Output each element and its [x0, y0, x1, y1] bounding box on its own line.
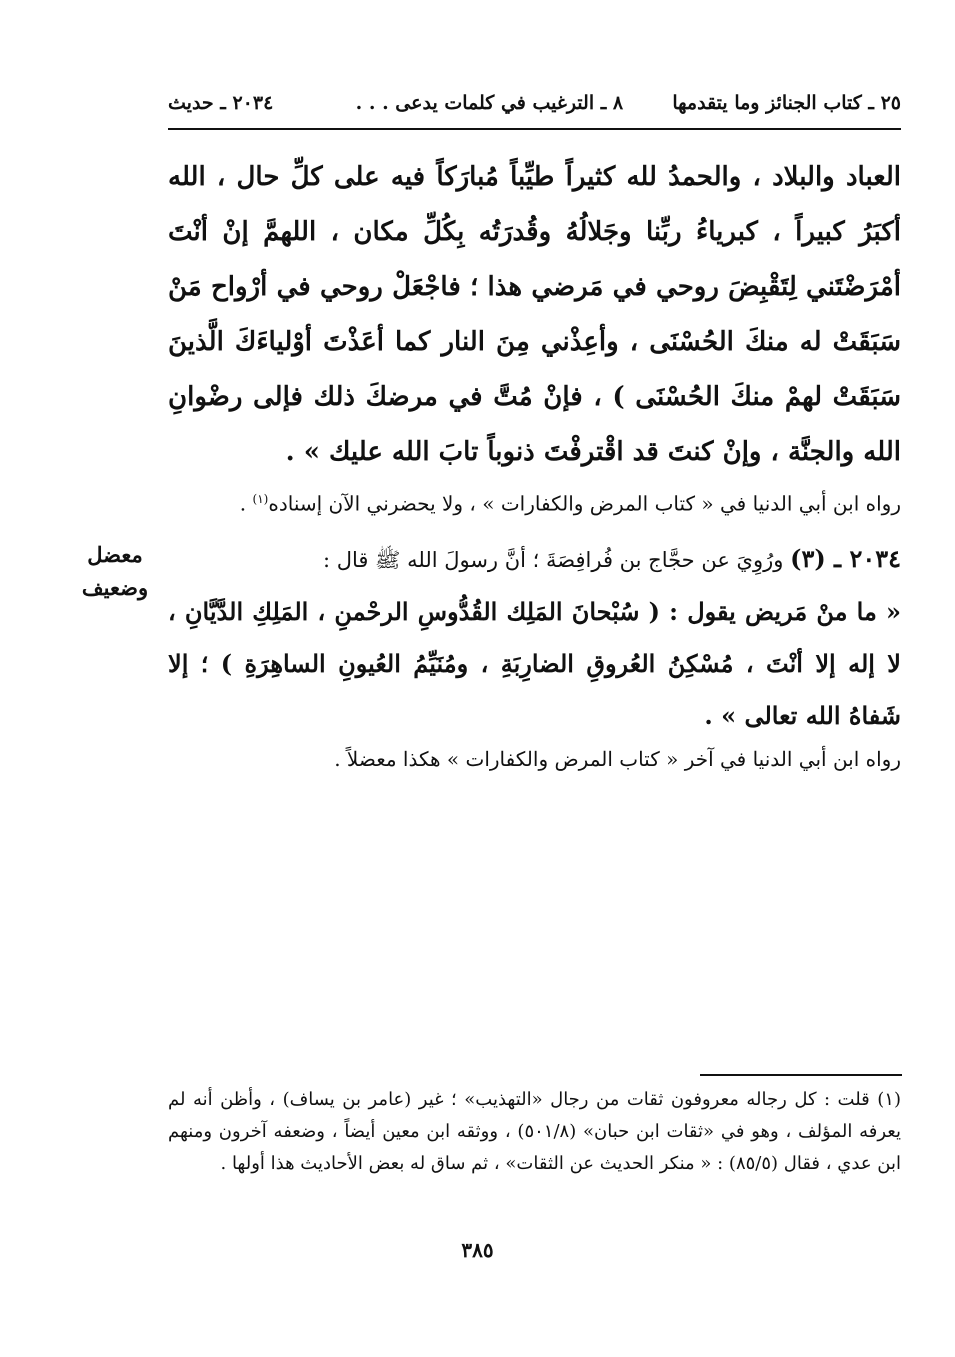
footnote-1: (١) قلت : كل رجاله معروفون ثقات من رجال «التهذيب» ؛ غير (عامر بن يساف) ، وأظن أنه لم يعرفه المؤلف ، وهو في «ثقات ابن حبان» (٥٠١/٨) ، ووثقه ابن معين أيضاً ، وضعفه آخرون ومنهم ابن عدي ، فقال (٨٥/٥) : « منكر الحديث عن الثقات» ، ثم ساق له بعض الأحاديث هذا أولها .: [168, 1089, 901, 1174]
margin-grading: [74, 538, 156, 604]
hadith-2034: [168, 533, 901, 742]
hadith-number: ٢٠٣٤ ـ (٣): [790, 544, 901, 573]
footnote-marker: (١): [252, 492, 269, 506]
footnote-divider: [700, 1074, 902, 1076]
source-note-2: رواه ابن أبي الدنيا في آخر « كتاب المرض والكفارات » هكذا معضلاً .: [334, 747, 901, 771]
source-note-1-text: رواه ابن أبي الدنيا في « كتاب المرض والكفارات » ، ولا يحضرني الآن إسناده: [268, 491, 901, 516]
margin-grade-1: معضل: [87, 542, 143, 567]
section-title: ٨ ـ الترغيب في كلمات يدعى . . .: [355, 92, 624, 114]
hadith-intro: ورُوِيَ عن حجَّاج بن فُرافِصَةَ ؛ أنَّ رسولَ الله ﷺ قال :: [322, 548, 791, 572]
hadith-continuation-text: العباد والبلاد ، والحمدُ لله كثيراً طيِّباً مُبارَكاً فيه على كلِّ حال ، الله أكبَرُ كبيراً ، كبرياءُ ربِّنا وجَلالُهُ وقُدرَتُه بِكُلِّ مكان ، اللهمَّ إنْ أنْتَ أمْرَضْتَني لِتَقْبِضَ روحي في مَرضي هذا ؛ فاجْعَلْ روحي في أرْواح مَنْ سَبَقَتْ له منكَ الحُسْنَى ، وأعِذْني مِنَ النار كما أعَذْتَ أوْلياءَكَ الَّذينَ سَبَقَتْ لهمْ منكَ الحُسْنَى ) ، فإنْ مُتَّ في مرضكَ ذلك فإلى رضْوانِ الله والجنَّة ، وإنْ كنتَ قد اقْترفْتَ ذنوباً تابَ الله عليك » .: [168, 162, 901, 467]
running-head-chapter-section: [356, 92, 901, 114]
source-note-1-end: .: [239, 491, 253, 516]
chapter-title: ٢٥ ـ كتاب الجنائز وما يتقدمها: [672, 92, 901, 114]
header-divider: [168, 128, 901, 130]
running-head: [168, 92, 901, 122]
source-note-1: [168, 482, 901, 521]
hadith-reference: ٢٠٣٤ ـ حديث: [168, 92, 274, 114]
page-number: ٣٨٥: [461, 1238, 494, 1262]
hadith-2034-text: « ما منْ مَريض يقول : ( سُبْحانَ المَلِك القُدُّوسِ الرحْمنِ ، المَلِكِ الدَّيَّانِ ، لا إله إلا أنْتَ ، مُسْكِنُ العُروقِ الضارِبَةِ ، ومُنَيِّمُ العُيونِ الساهِرَةِ ) ؛ إلا شَفاهُ الله تعالى » .: [168, 597, 901, 730]
margin-grade-2: وضعيف: [81, 575, 149, 600]
